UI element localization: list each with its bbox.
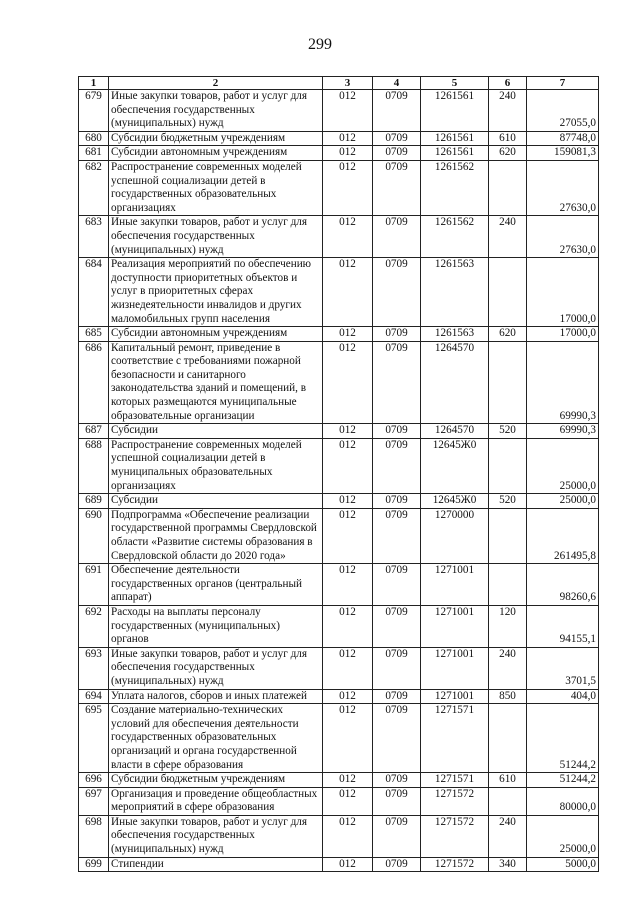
row-c5: 1271001 bbox=[421, 689, 489, 704]
row-c4: 0709 bbox=[373, 146, 421, 161]
row-c4: 0709 bbox=[373, 131, 421, 146]
row-name: Иные закупки товаров, работ и услуг для обеспечения государственных (муниципальных) нужд bbox=[109, 815, 323, 857]
row-name: Распространение современных моделей успешной социализации детей в муниципальных образовательных организациях bbox=[109, 438, 323, 493]
row-c5: 1271001 bbox=[421, 605, 489, 647]
row-number: 695 bbox=[79, 704, 109, 773]
row-c5: 1271572 bbox=[421, 815, 489, 857]
row-c6: 240 bbox=[489, 90, 527, 132]
header-col-4: 4 bbox=[373, 77, 421, 90]
row-number: 682 bbox=[79, 160, 109, 215]
row-c5: 1261561 bbox=[421, 90, 489, 132]
row-c4: 0709 bbox=[373, 704, 421, 773]
row-c6 bbox=[489, 704, 527, 773]
row-number: 690 bbox=[79, 508, 109, 563]
row-number: 699 bbox=[79, 857, 109, 872]
row-c6: 610 bbox=[489, 773, 527, 788]
header-col-6: 6 bbox=[489, 77, 527, 90]
row-c3: 012 bbox=[323, 90, 373, 132]
row-number: 692 bbox=[79, 605, 109, 647]
table-row bbox=[79, 704, 599, 773]
row-c5: 1264570 bbox=[421, 424, 489, 439]
row-number: 698 bbox=[79, 815, 109, 857]
row-c6: 850 bbox=[489, 689, 527, 704]
row-value: 27630,0 bbox=[527, 216, 599, 258]
row-c4: 0709 bbox=[373, 258, 421, 327]
row-name: Организация и проведение общеобластных мероприятий в сфере образования bbox=[109, 787, 323, 815]
header-col-2: 2 bbox=[109, 77, 323, 90]
row-c6: 240 bbox=[489, 216, 527, 258]
row-c3: 012 bbox=[323, 341, 373, 424]
row-c3: 012 bbox=[323, 564, 373, 606]
row-c6 bbox=[489, 438, 527, 493]
header-col-7: 7 bbox=[527, 77, 599, 90]
row-number: 681 bbox=[79, 146, 109, 161]
row-c3: 012 bbox=[323, 605, 373, 647]
row-value: 17000,0 bbox=[527, 327, 599, 342]
row-c4: 0709 bbox=[373, 857, 421, 872]
row-value: 80000,0 bbox=[527, 787, 599, 815]
row-c6: 340 bbox=[489, 857, 527, 872]
row-value: 17000,0 bbox=[527, 258, 599, 327]
row-c6: 520 bbox=[489, 424, 527, 439]
row-c4: 0709 bbox=[373, 815, 421, 857]
table-row bbox=[79, 131, 599, 146]
row-c3: 012 bbox=[323, 131, 373, 146]
row-c4: 0709 bbox=[373, 787, 421, 815]
row-name: Субсидии бюджетным учреждениям bbox=[109, 773, 323, 788]
row-c4: 0709 bbox=[373, 160, 421, 215]
table-row bbox=[79, 605, 599, 647]
row-c3: 012 bbox=[323, 327, 373, 342]
row-c5: 1261563 bbox=[421, 327, 489, 342]
row-value: 27055,0 bbox=[527, 90, 599, 132]
row-value: 94155,1 bbox=[527, 605, 599, 647]
row-c3: 012 bbox=[323, 647, 373, 689]
row-number: 680 bbox=[79, 131, 109, 146]
table-row bbox=[79, 494, 599, 509]
row-number: 685 bbox=[79, 327, 109, 342]
row-value: 5000,0 bbox=[527, 857, 599, 872]
row-value: 3701,5 bbox=[527, 647, 599, 689]
row-c5: 1261562 bbox=[421, 160, 489, 215]
table-row bbox=[79, 773, 599, 788]
row-c5: 1261561 bbox=[421, 131, 489, 146]
row-c3: 012 bbox=[323, 689, 373, 704]
row-name: Иные закупки товаров, работ и услуг для обеспечения государственных (муниципальных) нужд bbox=[109, 90, 323, 132]
row-name: Субсидии bbox=[109, 424, 323, 439]
row-c4: 0709 bbox=[373, 438, 421, 493]
row-value: 404,0 bbox=[527, 689, 599, 704]
row-c6: 610 bbox=[489, 131, 527, 146]
row-c6: 520 bbox=[489, 494, 527, 509]
row-name: Иные закупки товаров, работ и услуг для обеспечения государственных (муниципальных) нужд bbox=[109, 647, 323, 689]
row-number: 687 bbox=[79, 424, 109, 439]
row-c6 bbox=[489, 787, 527, 815]
row-name: Создание материально-технических условий для обеспечения деятельности государственных образовательных организаций и органа государственной власти в сфере образования bbox=[109, 704, 323, 773]
row-c5: 1271001 bbox=[421, 564, 489, 606]
header-col-1: 1 bbox=[79, 77, 109, 90]
row-c3: 012 bbox=[323, 424, 373, 439]
row-c5: 1261561 bbox=[421, 146, 489, 161]
row-name: Расходы на выплаты персоналу государственных (муниципальных) органов bbox=[109, 605, 323, 647]
row-number: 684 bbox=[79, 258, 109, 327]
table-row bbox=[79, 647, 599, 689]
row-name: Обеспечение деятельности государственных органов (центральный аппарат) bbox=[109, 564, 323, 606]
row-c3: 012 bbox=[323, 508, 373, 563]
row-number: 693 bbox=[79, 647, 109, 689]
row-c5: 1261562 bbox=[421, 216, 489, 258]
row-c4: 0709 bbox=[373, 647, 421, 689]
row-c5: 1261563 bbox=[421, 258, 489, 327]
row-value: 51244,2 bbox=[527, 704, 599, 773]
row-c4: 0709 bbox=[373, 216, 421, 258]
table-row bbox=[79, 146, 599, 161]
row-name: Реализация мероприятий по обеспечению доступности приоритетных объектов и услуг в приоритетных сферах жизнедеятельности инвалидов и других маломобильных групп населения bbox=[109, 258, 323, 327]
row-c6 bbox=[489, 258, 527, 327]
table-row bbox=[79, 438, 599, 493]
row-c5: 1271571 bbox=[421, 704, 489, 773]
row-c5: 1271571 bbox=[421, 773, 489, 788]
row-name: Капитальный ремонт, приведение в соответствие с требованиями пожарной безопасности и санитарного законодательства зданий и помещений, в которых размещаются муниципальные образовательные организации bbox=[109, 341, 323, 424]
table-row bbox=[79, 508, 599, 563]
row-value: 25000,0 bbox=[527, 494, 599, 509]
row-number: 691 bbox=[79, 564, 109, 606]
row-name: Субсидии автономным учреждениям bbox=[109, 327, 323, 342]
row-value: 98260,6 bbox=[527, 564, 599, 606]
row-c3: 012 bbox=[323, 438, 373, 493]
table-row bbox=[79, 160, 599, 215]
row-number: 683 bbox=[79, 216, 109, 258]
row-number: 694 bbox=[79, 689, 109, 704]
row-c4: 0709 bbox=[373, 773, 421, 788]
row-c3: 012 bbox=[323, 146, 373, 161]
table-row bbox=[79, 341, 599, 424]
row-value: 159081,3 bbox=[527, 146, 599, 161]
row-number: 686 bbox=[79, 341, 109, 424]
row-c4: 0709 bbox=[373, 605, 421, 647]
row-number: 688 bbox=[79, 438, 109, 493]
table-row bbox=[79, 689, 599, 704]
row-c3: 012 bbox=[323, 815, 373, 857]
row-name: Иные закупки товаров, работ и услуг для обеспечения государственных (муниципальных) нужд bbox=[109, 216, 323, 258]
row-name: Субсидии бюджетным учреждениям bbox=[109, 131, 323, 146]
row-value: 69990,3 bbox=[527, 341, 599, 424]
row-c3: 012 bbox=[323, 704, 373, 773]
page-number: 299 bbox=[308, 36, 332, 53]
row-c4: 0709 bbox=[373, 689, 421, 704]
row-c5: 1271572 bbox=[421, 787, 489, 815]
row-c6 bbox=[489, 564, 527, 606]
table-row bbox=[79, 815, 599, 857]
row-c5: 1271001 bbox=[421, 647, 489, 689]
header-row bbox=[79, 77, 599, 90]
row-value: 51244,2 bbox=[527, 773, 599, 788]
row-c6: 240 bbox=[489, 647, 527, 689]
row-c4: 0709 bbox=[373, 327, 421, 342]
row-c3: 012 bbox=[323, 857, 373, 872]
row-c4: 0709 bbox=[373, 564, 421, 606]
row-name: Распространение современных моделей успешной социализации детей в государственных образовательных организациях bbox=[109, 160, 323, 215]
row-c4: 0709 bbox=[373, 494, 421, 509]
row-c3: 012 bbox=[323, 494, 373, 509]
row-number: 696 bbox=[79, 773, 109, 788]
row-c5: 12645Ж0 bbox=[421, 494, 489, 509]
table-row bbox=[79, 857, 599, 872]
row-c6 bbox=[489, 160, 527, 215]
row-value: 87748,0 bbox=[527, 131, 599, 146]
table-row bbox=[79, 90, 599, 132]
row-c6 bbox=[489, 341, 527, 424]
row-name: Субсидии автономным учреждениям bbox=[109, 146, 323, 161]
row-c6: 240 bbox=[489, 815, 527, 857]
row-name: Субсидии bbox=[109, 494, 323, 509]
row-c4: 0709 bbox=[373, 90, 421, 132]
row-value: 69990,3 bbox=[527, 424, 599, 439]
row-c4: 0709 bbox=[373, 424, 421, 439]
row-c4: 0709 bbox=[373, 341, 421, 424]
row-c3: 012 bbox=[323, 787, 373, 815]
budget-table bbox=[78, 76, 599, 872]
row-name: Уплата налогов, сборов и иных платежей bbox=[109, 689, 323, 704]
row-name: Подпрограмма «Обеспечение реализации государственной программы Свердловской области «Развитие системы образования в Свердловской области до 2020 года» bbox=[109, 508, 323, 563]
row-c5: 1264570 bbox=[421, 341, 489, 424]
row-c6: 620 bbox=[489, 327, 527, 342]
row-value: 27630,0 bbox=[527, 160, 599, 215]
row-c3: 012 bbox=[323, 773, 373, 788]
row-value: 25000,0 bbox=[527, 815, 599, 857]
row-name: Стипендии bbox=[109, 857, 323, 872]
row-c6: 620 bbox=[489, 146, 527, 161]
header-col-5: 5 bbox=[421, 77, 489, 90]
table-row bbox=[79, 216, 599, 258]
table-row bbox=[79, 424, 599, 439]
row-value: 261495,8 bbox=[527, 508, 599, 563]
row-value: 25000,0 bbox=[527, 438, 599, 493]
row-c3: 012 bbox=[323, 216, 373, 258]
row-c3: 012 bbox=[323, 258, 373, 327]
header-col-3: 3 bbox=[323, 77, 373, 90]
row-c5: 12645Ж0 bbox=[421, 438, 489, 493]
row-c6: 120 bbox=[489, 605, 527, 647]
table-row bbox=[79, 327, 599, 342]
table-row bbox=[79, 564, 599, 606]
row-number: 689 bbox=[79, 494, 109, 509]
row-number: 679 bbox=[79, 90, 109, 132]
row-number: 697 bbox=[79, 787, 109, 815]
table-row bbox=[79, 787, 599, 815]
row-c3: 012 bbox=[323, 160, 373, 215]
row-c5: 1270000 bbox=[421, 508, 489, 563]
table-row bbox=[79, 258, 599, 327]
row-c6 bbox=[489, 508, 527, 563]
row-c5: 1271572 bbox=[421, 857, 489, 872]
row-c4: 0709 bbox=[373, 508, 421, 563]
